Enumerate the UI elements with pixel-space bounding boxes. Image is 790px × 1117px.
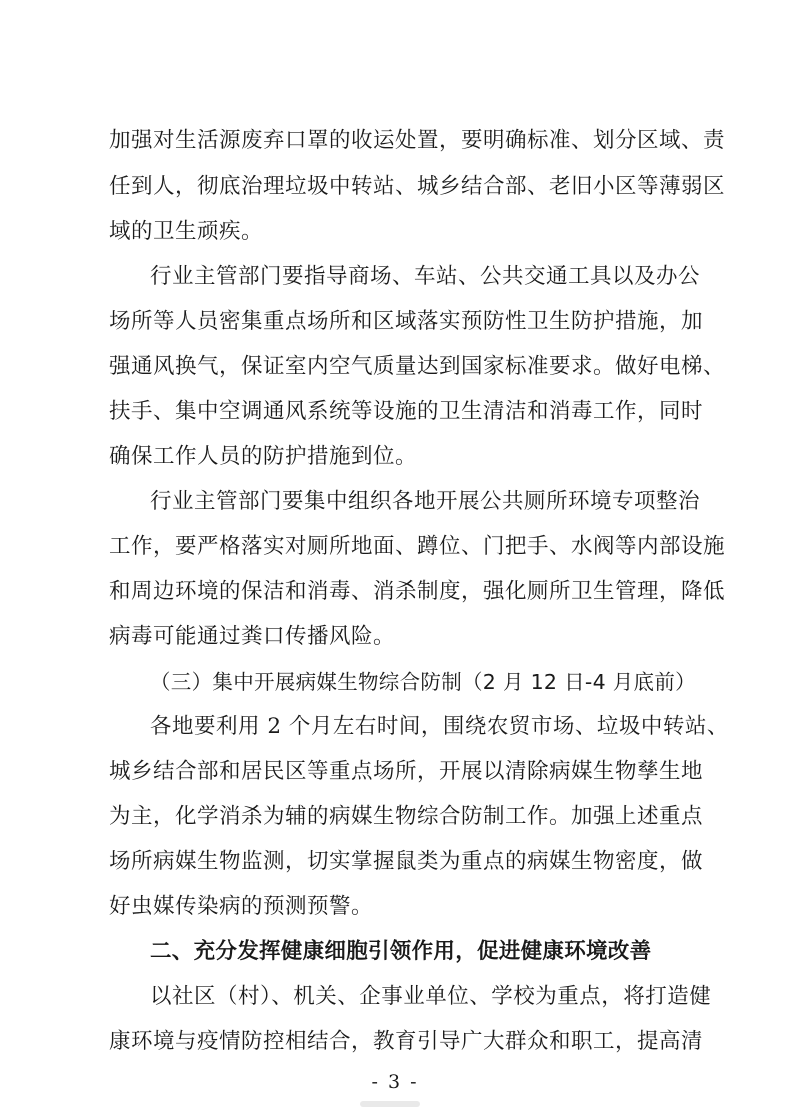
page-number: - 3 -: [371, 1071, 419, 1093]
paragraph-2-line-2: 场所等人员密集重点场所和区域落实预防性卫生防护措施，加: [109, 309, 704, 334]
paragraph-4-line-2: 城乡结合部和居民区等重点场所，开展以清除病媒生物孳生地: [109, 759, 704, 784]
paragraph-4-line-3: 为主，化学消杀为辅的病媒生物综合防制工作。加强上述重点: [109, 804, 704, 829]
paragraph-3-line-4: 病毒可能通过粪口传播风险。: [109, 624, 396, 649]
paragraph-2-line-5: 确保工作人员的防护措施到位。: [109, 444, 418, 469]
paragraph-3-line-1: 行业主管部门要集中组织各地开展公共厕所环境专项整治: [150, 489, 701, 514]
section-heading-2: 二、充分发挥健康细胞引领作用，促进健康环境改善: [150, 939, 652, 964]
paragraph-5-line-2: 康环境与疫情防控相结合，教育引导广大群众和职工，提高清: [109, 1029, 704, 1054]
paragraph-4-line-5: 好虫媒传染病的预测预警。: [109, 894, 374, 919]
paragraph-2-line-1: 行业主管部门要指导商场、车站、公共交通工具以及办公: [150, 264, 701, 289]
paragraph-1-line-3: 域的卫生顽疾。: [109, 219, 264, 244]
paragraph-3-line-3: 和周边环境的保洁和消毒、消杀制度，强化厕所卫生管理，降低: [109, 579, 726, 604]
paragraph-5-line-1: 以社区（村）、机关、企事业单位、学校为重点，将打造健: [150, 984, 712, 1009]
paragraph-2-line-3: 强通风换气，保证室内空气质量达到国家标准要求。做好电梯、: [109, 354, 726, 379]
paragraph-4-line-4: 场所病媒生物监测，切实掌握鼠类为重点的病媒生物密度，做: [109, 849, 704, 874]
scan-smudge: [360, 1101, 420, 1107]
paragraph-1-line-1: 加强对生活源废弃口罩的收运处置，要明确标准、划分区域、责: [109, 128, 726, 153]
paragraph-2-line-4: 扶手、集中空调通风系统等设施的卫生清洁和消毒工作，同时: [109, 399, 704, 424]
paragraph-4-line-1: 各地要利用 2 个月左右时间，围绕农贸市场、垃圾中转站、: [150, 714, 729, 739]
paragraph-3-line-2: 工作，要严格落实对厕所地面、蹲位、门把手、水阀等内部设施: [109, 534, 726, 559]
paragraph-1-line-2: 任到人，彻底治理垃圾中转站、城乡结合部、老旧小区等薄弱区: [109, 174, 726, 199]
section-title-3: （三）集中开展病媒生物综合防制（2 月 12 日-4 月底前）: [150, 670, 696, 694]
